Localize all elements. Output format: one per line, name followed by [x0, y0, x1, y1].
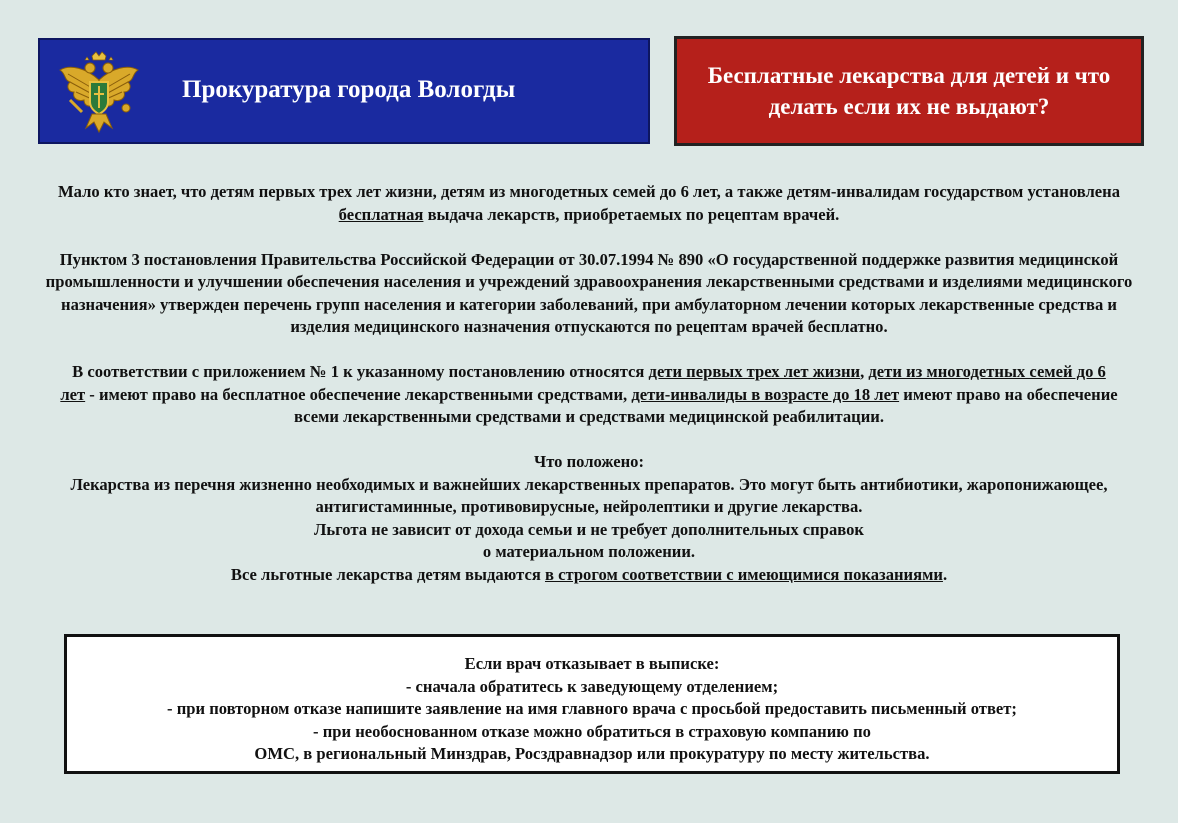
notice-step-3: - при необоснованном отказе можно обратиться в страховую компанию по [313, 721, 871, 741]
paragraph-no-income-check: Льгота не зависит от дохода семьи и не требует дополнительных справок [314, 519, 864, 539]
org-title: Прокуратура города Вологды [182, 76, 516, 103]
underlined-text: бесплатная [338, 204, 424, 224]
text-span: выдача лекарств, приобретаемых по рецептам врачей. [423, 204, 840, 224]
text-span: имеют право на обеспечение всеми лекарственными средствами и средствами медицинской реабилитации. [293, 384, 1118, 426]
article-body [40, 181, 1138, 586]
notice-step-3-cont: ОМС, в региональный Минздрав, Росздравнадзор или прокуратуру по месту жительства. [254, 744, 930, 763]
underlined-text: в строгом соответствии с имеющимися показаниями [544, 564, 943, 584]
text-span: В соответствии с приложением № 1 к указанному постановлению относятся [72, 362, 649, 381]
section-heading-entitled: Что положено: [534, 452, 644, 471]
topic-title [689, 60, 1129, 122]
paragraph-intro [40, 181, 1138, 226]
paragraph-entitlement [40, 361, 1138, 429]
prosecutor-emblem-icon [56, 50, 142, 136]
text-span: , [860, 362, 869, 381]
paragraph-decree: Пунктом 3 постановления Правительства Российской Федерации от 30.07.1994 № 890 «О государственной поддержке развития медицинской промышленности и улучшении обеспечения населения и учреждений здравоохранения лекарственными средствами и изделиями медицинского назначения» утвержден перечень групп населения и категории заболеваний, при амбулаторном лечении которых лекарственные средства и изделия медицинского назначения отпускаются по рецептам врачей бесплатно. [45, 249, 1133, 336]
text-span: - имеют право на бесплатное обеспечение лекарственными средствами, [85, 384, 632, 404]
text-span: Мало кто знает, что детям первых трех лет жизни, детям из многодетных семей до 6 лет, а также детям-инвалидам государством установлена [58, 182, 1120, 201]
underlined-text: дети из многодетных семей до 6 лет [60, 362, 1106, 404]
text-span: . [942, 564, 948, 584]
topic-title-line1: Бесплатные лекарства для детей и что [707, 63, 1111, 88]
paragraph-medicine-list: Лекарства из перечня жизненно необходимых и важнейших лекарственных препаратов. Это могут быть антибиотики, жаропонижающее, антигистаминные, противовирусные, нейролептики и другие лекарства. [70, 474, 1108, 516]
underlined-text: дети-инвалиды в возрасте до 18 лет [631, 384, 900, 404]
paragraph-financial-status: о материальном положении. [482, 542, 696, 561]
topic-title-line2: делать если их не выдают? [768, 94, 1050, 119]
notice-heading: Если врач отказывает в выписке: [464, 654, 720, 673]
underlined-text: дети первых трех лет жизни [648, 362, 861, 381]
org-header [38, 38, 650, 144]
paragraph-indications [40, 564, 1138, 587]
refusal-notice-box [64, 634, 1120, 774]
topic-header [674, 36, 1144, 146]
text-span: Все льготные лекарства детям выдаются [230, 564, 545, 584]
notice-step-2: - при повторном отказе напишите заявление на имя главного врача с просьбой предоставить письменный ответ; [167, 699, 1017, 718]
notice-step-1: - сначала обратитесь к заведующему отделением; [405, 676, 779, 696]
